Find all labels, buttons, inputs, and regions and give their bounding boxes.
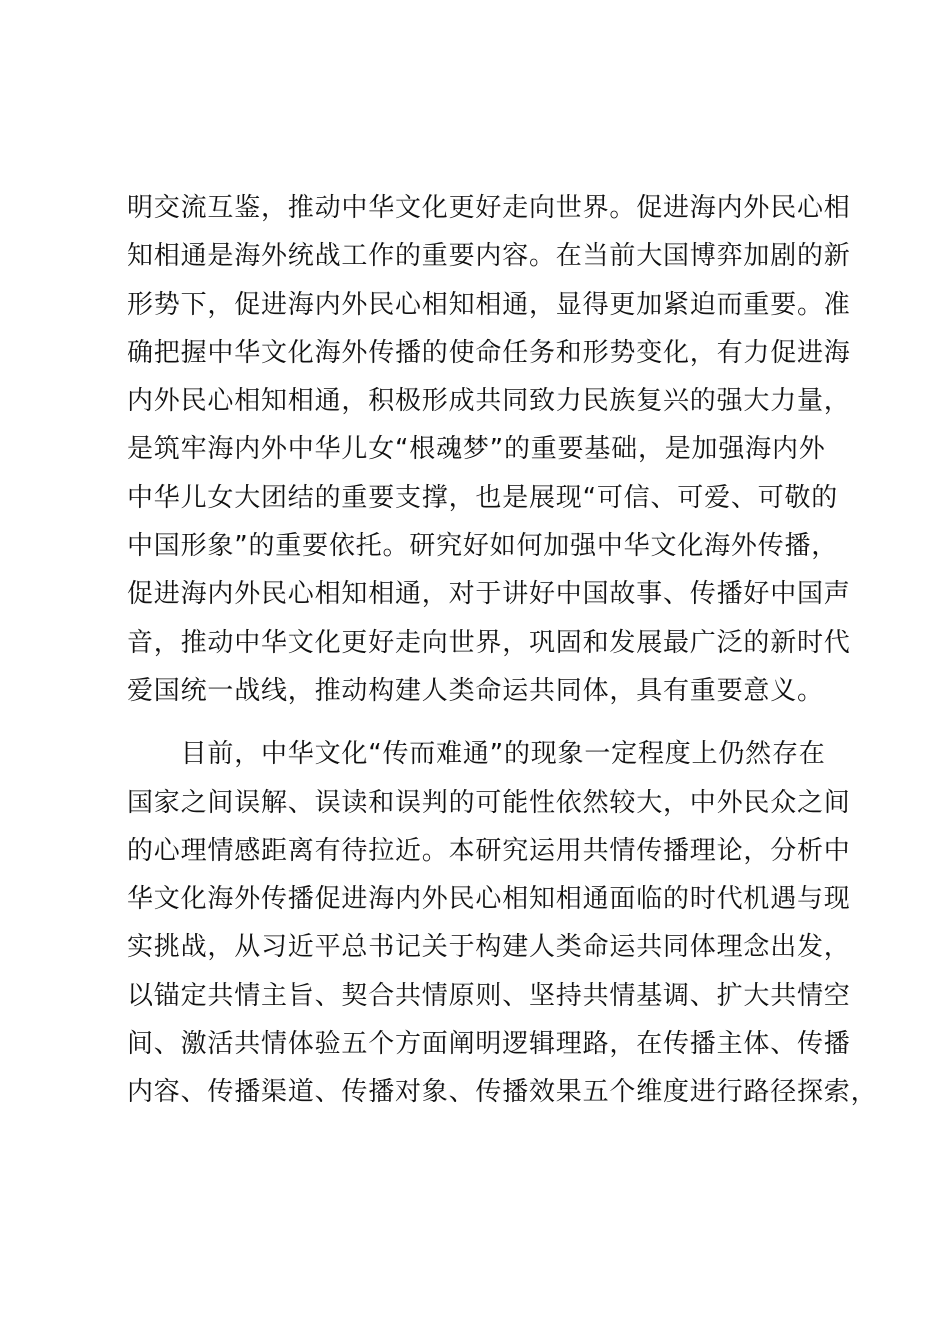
text-line: 音，推动中华文化更好走向世界，巩固和发展最广泛的新时代 — [127, 627, 851, 658]
paragraph-1 — [127, 184, 851, 715]
text-line: 间、激活共情体验五个方面阐明逻辑理路，在传播主体、传播 — [127, 1029, 851, 1060]
text-line: 明交流互鉴，推动中华文化更好走向世界。促进海内外民心相 — [127, 193, 851, 223]
text-line: 确把握中华文化海外传播的使命任务和形势变化，有力促进海 — [127, 337, 851, 368]
text-line: 爱国统一战线，推动构建人类命运共同体，具有重要意义。 — [127, 675, 824, 706]
text-line: 国家之间误解、误读和误判的可能性依然较大，中外民众之间 — [127, 787, 851, 818]
text-line: 中国形象”的重要依托。研究好如何加强中华文化海外传播， — [127, 531, 839, 562]
text-line: 促进海内外民心相知相通，对于讲好中国故事、传播好中国声 — [127, 579, 851, 610]
text-line: 知相通是海外统战工作的重要内容。在当前大国博弈加剧的新 — [127, 241, 851, 272]
text-line: 中华儿女大团结的重要支撑，也是展现“可信、可爱、可敬的 — [127, 482, 839, 513]
text-line: 实挑战，从习近平总书记关于构建人类命运共同体理念出发， — [127, 932, 851, 963]
body-text — [127, 184, 878, 1117]
text-line: 的心理情感距离有待拉近。本研究运用共情传播理论，分析中 — [127, 835, 851, 866]
text-line: 内容、传播渠道、传播对象、传播效果五个维度进行路径探索， — [127, 1077, 878, 1108]
text-line: 目前，中华文化“传而难通”的现象一定程度上仍然存在 — [127, 739, 826, 770]
paragraph-2 — [127, 730, 878, 1116]
text-line: 是筑牢海内外中华儿女“根魂梦”的重要基础，是加强海内外 — [127, 434, 826, 465]
paragraph-spacer — [127, 715, 837, 730]
text-line: 形势下，促进海内外民心相知相通，显得更加紧迫而重要。准 — [127, 289, 851, 320]
text-line: 内外民心相知相通，积极形成共同致力民族复兴的强大力量， — [127, 386, 851, 417]
text-line: 以锚定共情主旨、契合共情原则、坚持共情基调、扩大共情空 — [127, 980, 851, 1011]
text-line: 华文化海外传播促进海内外民心相知相通面临的时代机遇与现 — [127, 884, 851, 915]
